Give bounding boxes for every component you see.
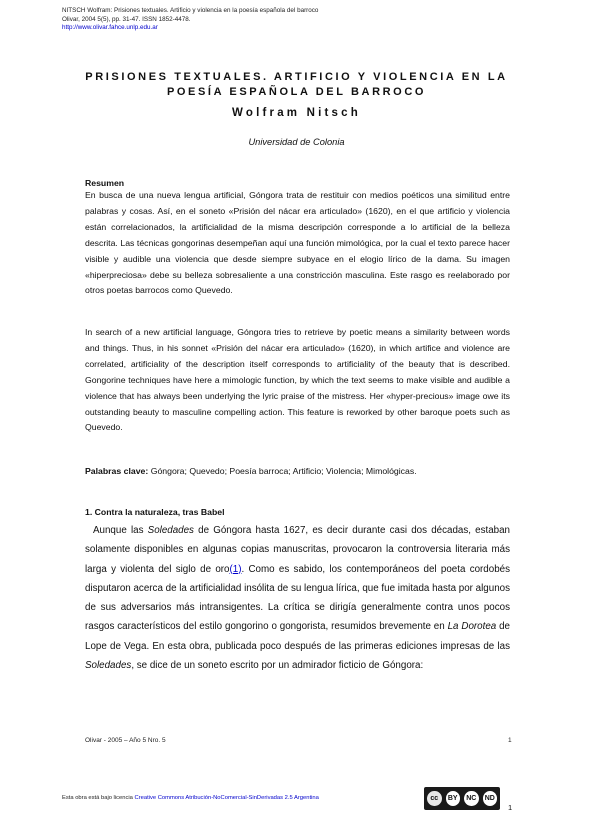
author-name: Wolfram Nitsch (232, 107, 361, 119)
footer-page-number: 1 (508, 737, 512, 744)
body-text: , se dice de un soneto escrito por un admirador ficticio de Góngora: (131, 660, 424, 672)
keywords (85, 466, 417, 476)
attribution-icon: BY (446, 791, 461, 806)
header-journal: Olivar, 2004 5(5), pp. 31-47. ISSN 1852-4478. (62, 15, 191, 23)
license-link[interactable]: Creative Commons Atribución-NoComercial-SinDerivadas 2.5 Argentina (134, 795, 319, 801)
abstract-spanish: En busca de una nueva lengua artificial, Góngora trata de restituir con medios poéticos una similitud entre palabras y cosas. Así, en el soneto «Prisión del nácar era articulado» (1620), en el que artificio y violencia están correlacionados, la artificialidad de la misma descripción corresponde a lo artificial de la belleza descrita. Las técnicas gongorinas desempeñan aquí una función mimológica, por la cual el texto parece hacer visible y audible una violencia que desde siempre subyace en el elogio lírico de la dama. Su imagen «hiperpreciosa» debe su belleza sobresaliente a una constricción masculina. Este rasgo es reelaborado por otros poetas barrocos como Quevedo. (85, 190, 510, 296)
body-text: . Como es sabido, los contemporáneos del poeta cordobés disputaron acerca de la artificialidad insólita de su lengua lírica, que fue imitada hasta por algunos de sus adversarios más intransigentes. La crítica se dirigía generalmente contra unos pocos rasgos característicos del estilo gongorino o gongorista, resumidos brevemente en (85, 563, 510, 633)
cc-icon: cc (427, 791, 442, 806)
body-text: de Góngora hasta 1627, es decir durante casi dos décadas, estaban solamente disponibles en algunas copias manuscritas, provocaron la controversia literaria más larga y violenta del siglo de oro (85, 525, 510, 575)
body-italic-title: Soledades (147, 525, 194, 536)
keywords-list: Góngora; Quevedo; Poesía barroca; Artificio; Violencia; Mimológicas. (148, 466, 417, 476)
body-text: de Lope de Vega. En esta obra, publicada poco después de las primeras ediciones impresas de las (85, 621, 511, 652)
header-citation: NITSCH Wolfram: Prisiones textuales. Artificio y violencia en la poesía española del barroco (62, 7, 319, 14)
license-notice (62, 795, 319, 801)
title-line-1: PRISIONES TEXTUALES. ARTIFICIO Y VIOLENCIA EN LA (85, 71, 508, 83)
footnote-link[interactable]: (1) (229, 563, 242, 575)
affiliation: Universidad de Colonia (248, 137, 345, 147)
section-heading: 1. Contra la naturaleza, tras Babel (85, 507, 225, 517)
keywords-label: Palabras clave: (85, 466, 149, 476)
noncommercial-icon: NC (464, 791, 479, 806)
body-italic-title: La Dorotea (447, 621, 497, 633)
title-line-2: POESÍA ESPAÑOLA DEL BARROCO (166, 86, 427, 98)
abstract-english: In search of a new artificial language, Góngora tries to retrieve by poetic means a similarity between words and things. Thus, in his sonnet «Prisión del nácar era articulado» (1620), in which artifice and violence are correlated, artificiality of the description itself corresponds to artificiality of the beauty that is described. Gongorine techniques have here a mimologic function, by which the text seems to make visible and audible a violence that has always been underlying the lyric praise of the mistress. Her «hyper-precious» image owe its outstanding beauty to masculine compelling action. This feature is reworked by other baroque poets such as Quevedo. (85, 327, 510, 433)
abstract-heading: Resumen (85, 178, 125, 188)
footer-journal: Olivar - 2005 – Año 5 Nro. 5 (85, 737, 166, 744)
header-url-link[interactable]: http://www.olivar.fahce.unlp.edu.ar (62, 24, 158, 32)
cc-license-badge[interactable] (424, 787, 500, 810)
body-text: Aunque las (93, 525, 148, 536)
noderivatives-icon: ND (483, 791, 498, 806)
body-paragraph (85, 521, 510, 675)
running-header (62, 7, 318, 33)
license-prefix: Esta obra está bajo licencia (62, 795, 135, 801)
page-number-bottom: 1 (508, 803, 513, 812)
body-italic-title: Soledades (85, 660, 132, 672)
